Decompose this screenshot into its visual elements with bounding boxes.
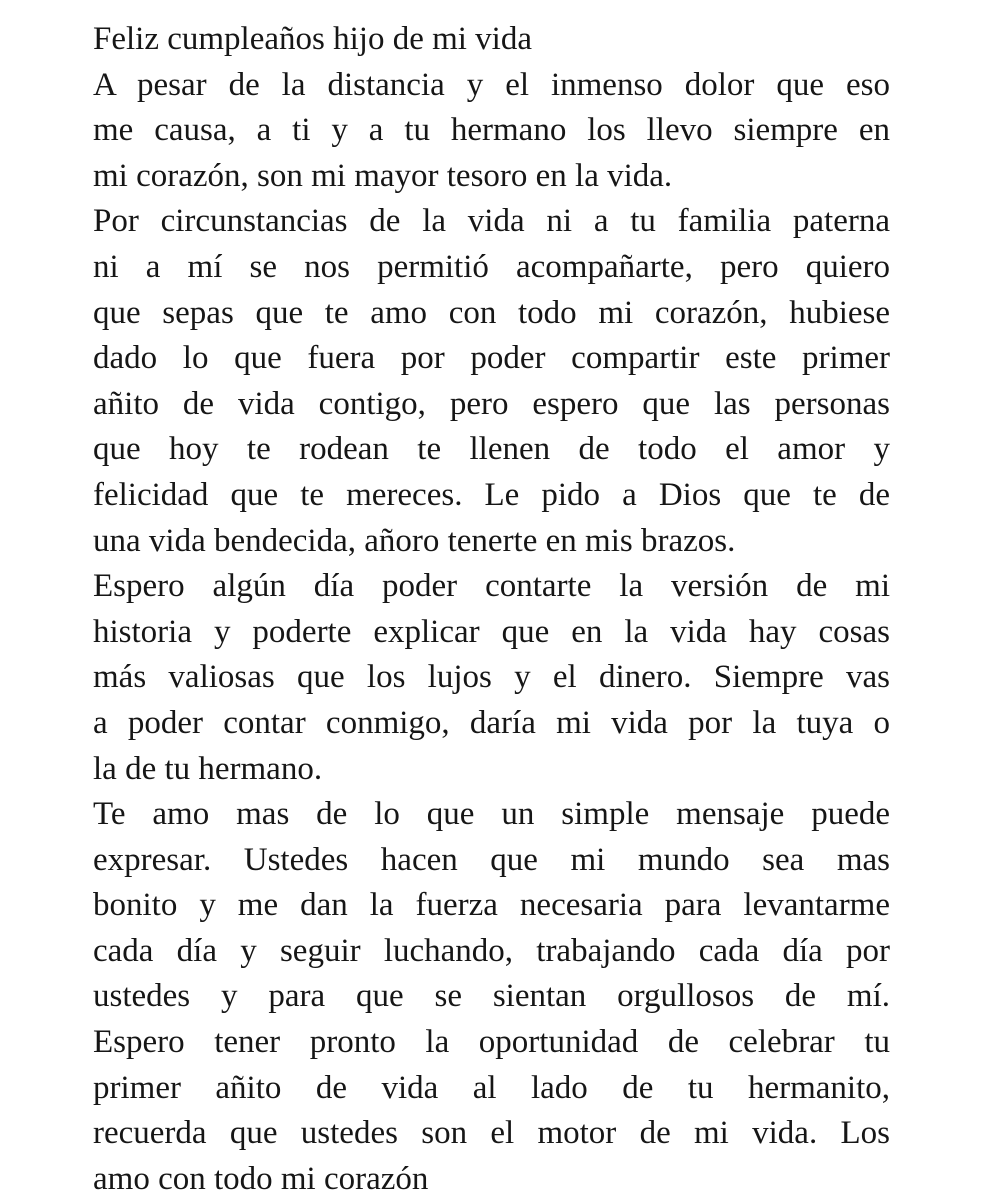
letter-line: recuerda que ustedes son el motor de mi vida. Los	[93, 1115, 890, 1152]
letter-line: bonito y me dan la fuerza necesaria para levantarme	[93, 887, 890, 924]
letter-line: la de tu hermano.	[93, 750, 323, 787]
letter-line: Te amo mas de lo que un simple mensaje puede	[93, 796, 890, 833]
letter-line: cada día y seguir luchando, trabajando cada día por	[93, 932, 890, 969]
letter-line: expresar. Ustedes hacen que mi mundo sea mas	[93, 841, 890, 878]
letter-line: ustedes y para que se sientan orgullosos de mí.	[93, 978, 890, 1015]
letter-line: ni a mí se nos permitió acompañarte, pero quiero	[93, 248, 890, 285]
letter-closing: amo con todo mi corazón	[93, 1160, 429, 1197]
letter-line: mi corazón, son mi mayor tesoro en la vida.	[93, 157, 673, 194]
letter-line: dado lo que fuera por poder compartir este primer	[93, 340, 890, 377]
letter-line: A pesar de la distancia y el inmenso dolor que eso	[93, 66, 890, 103]
letter-line: historia y poderte explicar que en la vida hay cosas	[93, 613, 890, 650]
letter-line: una vida bendecida, añoro tenerte en mis brazos.	[93, 522, 736, 559]
letter-line: que hoy te rodean te llenen de todo el amor y	[93, 431, 890, 468]
letter-line: Por circunstancias de la vida ni a tu familia paterna	[93, 203, 890, 240]
letter-body	[93, 17, 890, 1202]
letter-line: que sepas que te amo con todo mi corazón, hubiese	[93, 294, 890, 331]
letter-line: Espero tener pronto la oportunidad de celebrar tu	[93, 1024, 890, 1061]
letter-line: a poder contar conmigo, daría mi vida por la tuya o	[93, 704, 890, 741]
letter-line: añito de vida contigo, pero espero que las personas	[93, 385, 890, 422]
letter-line: más valiosas que los lujos y el dinero. Siempre vas	[93, 659, 890, 696]
letter-line: felicidad que te mereces. Le pido a Dios que te de	[93, 476, 890, 513]
letter-greeting: Feliz cumpleaños hijo de mi vida	[93, 21, 532, 57]
letter-line: me causa, a ti y a tu hermano los llevo siempre en	[93, 112, 890, 149]
letter-line: Espero algún día poder contarte la versión de mi	[93, 568, 890, 605]
letter-line: primer añito de vida al lado de tu hermanito,	[93, 1069, 890, 1106]
